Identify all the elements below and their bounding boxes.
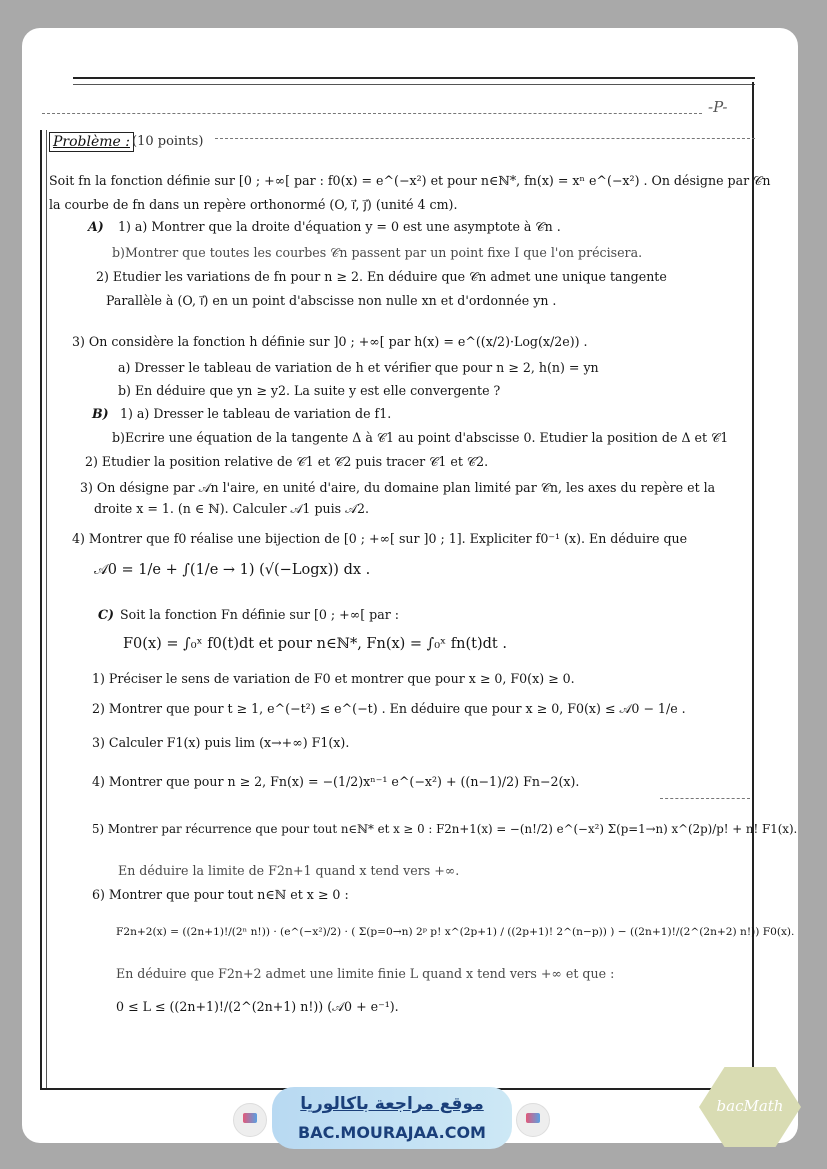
part-c-line: 4) Montrer que pour n ≥ 2, Fn(x) = −(1/2)xⁿ⁻¹ e^(−x²) + ((n−1)/2) Fn−2(x).	[92, 774, 580, 789]
part-a-line: 3) On considère la fonction h définie sur ]0 ; +∞[ par h(x) = e^((x/2)·Log(x/2e)) .	[72, 334, 588, 349]
intro-line-2: la courbe de fn dans un repère orthonormé (O, i⃗, j⃗) (unité 4 cm).	[49, 197, 458, 212]
part-b-line: 1) a) Dresser le tableau de variation de f1.	[120, 406, 392, 421]
part-c-line: 0 ≤ L ≤ ((2n+1)!/(2^(2n+1) n!)) (𝒜0 + e⁻¹).	[116, 999, 399, 1014]
part-b-line: 3) On désigne par 𝒜n l'aire, en unité d'aire, du domaine plan limité par 𝒞n, les axes du repère et la	[80, 480, 716, 495]
part-a-line: b) En déduire que yn ≥ y2. La suite y est elle convergente ?	[118, 383, 501, 398]
site-logo-icon	[233, 1103, 267, 1137]
site-logo-icon	[516, 1103, 550, 1137]
frame-top-rule-thin	[73, 84, 755, 85]
part-c-line: 1) Préciser le sens de variation de F0 et montrer que pour x ≥ 0, F0(x) ≥ 0.	[92, 671, 575, 686]
frame-top-rule	[73, 77, 755, 79]
part-a-line: 1) a) Montrer que la droite d'équation y = 0 est une asymptote à 𝒞n .	[118, 219, 561, 234]
frame-left-rule-thin	[46, 130, 47, 1088]
dashed-separator	[660, 798, 750, 799]
part-c-line: En déduire la limite de F2n+1 quand x tend vers +∞.	[118, 863, 460, 878]
part-b-mark: B)	[92, 406, 109, 421]
problem-points: (10 points)	[132, 134, 204, 149]
part-a-line: Parallèle à (O, i⃗) en un point d'abscisse non nulle xn et d'ordonnée yn .	[106, 293, 557, 308]
part-c-mark: C)	[98, 607, 114, 622]
part-c-line: F2n+2(x) = ((2n+1)!/(2ⁿ n!)) · (e^(−x²)/2) · ( Σ(p=0→n) 2ᵖ p! x^(2p+1) / ((2p+1)! 2^(n−p)) ) − ((2n+1)!/(2^(2n+2) n!)) F0(x).	[116, 926, 795, 938]
part-c-line: En déduire que F2n+2 admet une limite finie L quand x tend vers +∞ et que :	[116, 966, 615, 981]
site-url[interactable]: BAC.MOURAJAA.COM	[298, 1123, 486, 1142]
bacmath-badge-text: bacMath	[716, 1097, 784, 1115]
part-c-line: F0(x) = ∫₀ˣ f0(t)dt et pour n∈ℕ*, Fn(x) = ∫₀ˣ fn(t)dt .	[123, 636, 507, 652]
part-b-line: 2) Etudier la position relative de 𝒞1 et 𝒞2 puis tracer 𝒞1 et 𝒞2.	[85, 454, 489, 469]
frame-left-rule	[40, 130, 42, 1088]
problem-title: Problème :	[49, 132, 134, 152]
part-a-line: 2) Etudier les variations de fn pour n ≥ 2. En déduire que 𝒞n admet une unique tangente	[96, 269, 667, 284]
site-name-arabic[interactable]: موقع مراجعة باكالوريا	[300, 1094, 484, 1114]
part-b-line: b)Ecrire une équation de la tangente Δ à 𝒞1 au point d'abscisse 0. Etudier la position de Δ et 𝒞1	[112, 430, 729, 445]
part-a-mark: A)	[88, 219, 104, 234]
dashed-separator	[215, 138, 755, 139]
part-a-line: b)Montrer que toutes les courbes 𝒞n passent par un point fixe I que l'on précisera.	[112, 245, 643, 260]
part-b-line: 4) Montrer que f0 réalise une bijection de [0 ; +∞[ sur ]0 ; 1]. Expliciter f0⁻¹ (x). En déduire que	[72, 531, 688, 546]
part-c-line: 3) Calculer F1(x) puis lim (x→+∞) F1(x).	[92, 735, 350, 750]
part-b-line: 𝒜0 = 1/e + ∫(1/e → 1) (√(−Logx)) dx .	[94, 562, 371, 578]
part-c-line: 5) Montrer par récurrence que pour tout n∈ℕ* et x ≥ 0 : F2n+1(x) = −(n!/2) e^(−x²) Σ(p=1→n) x^(2p)/p! + n! F1(x).	[92, 822, 798, 836]
part-c-line: 6) Montrer que pour tout n∈ℕ et x ≥ 0 :	[92, 887, 349, 902]
part-c-line: 2) Montrer que pour t ≥ 1, e^(−t²) ≤ e^(−t) . En déduire que pour x ≥ 0, F0(x) ≤ 𝒜0 − 1/e .	[92, 701, 686, 716]
dashed-separator	[42, 113, 702, 114]
part-c-line: Soit la fonction Fn définie sur [0 ; +∞[ par :	[120, 607, 399, 622]
intro-line-1: Soit fn la fonction définie sur [0 ; +∞[ par : f0(x) = e^(−x²) et pour n∈ℕ*, fn(x) = xⁿ e^(−x²) . On désigne par 𝒞n	[49, 173, 771, 188]
corner-mark: -P-	[708, 98, 728, 116]
part-b-line: droite x = 1. (n ∈ ℕ). Calculer 𝒜1 puis 𝒜2.	[94, 501, 370, 516]
part-a-line: a) Dresser le tableau de variation de h et vérifier que pour n ≥ 2, h(n) = yn	[118, 360, 599, 375]
